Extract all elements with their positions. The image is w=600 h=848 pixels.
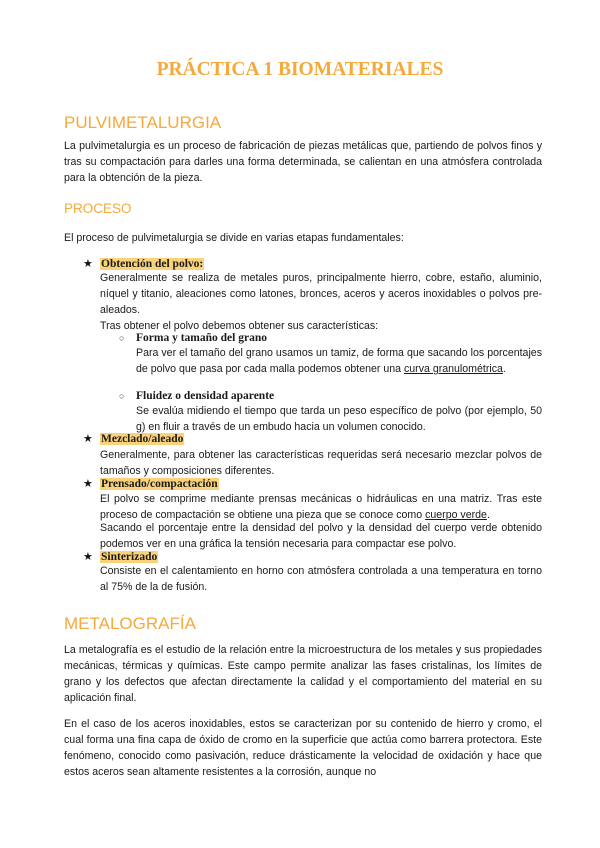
proceso-intro: El proceso de pulvimetalurgia se divide en varias etapas fundamentales:	[64, 232, 404, 244]
step-title-obtencion-text: Obtención del polvo:	[101, 258, 204, 270]
circle-bullet-icon: ○	[119, 333, 125, 343]
obtencion-text-2: Tras obtener el polvo debemos obtener sus características:	[100, 320, 379, 332]
star-bullet-icon: ★	[83, 551, 93, 563]
prensado-text-a: El polvo se comprime mediante prensas mecánicas o hidráulicas en una matriz. Tras este proceso de compactación se obtiene una pieza que se conoce como	[100, 493, 542, 521]
mezclado-text: Generalmente, para obtener las características requeridas será necesario mezclar polvos de tamaños y composiciones diferentes.	[100, 449, 542, 477]
subitem-title-forma: Forma y tamaño del grano	[136, 332, 267, 344]
step-title-sinterizado-text: Sinterizado	[101, 551, 158, 563]
forma-text-b: .	[502, 363, 506, 375]
curva-granulometrica-link[interactable]: curva granulométrica	[403, 363, 503, 375]
step-title-prensado	[100, 476, 219, 492]
document-title: PRÁCTICA 1 BIOMATERIALES	[156, 59, 444, 80]
prensado-text-2: Sacando el porcentaje entre la densidad del polvo y la densidad del cuerpo verde obtenido podemos ver en una gráfica la tensión necesaria para compactar ese polvo.	[100, 522, 542, 550]
star-bullet-icon: ★	[83, 433, 93, 445]
subsection-heading-proceso: PROCESO	[64, 201, 132, 216]
step-title-mezclado-text: Mezclado/aleado	[101, 433, 184, 445]
step-title-mezclado	[100, 431, 184, 447]
subitem-title-fluidez: Fluidez o densidad aparente	[136, 390, 275, 402]
metalografia-paragraph-1: La metalografía es el estudio de la relación entre la microestructura de los metales y sus propiedades mecánicas, térmicas y químicas. Este campo permite analizar las fases cristalinas, los límites de grano y los defectos que afectan directamente la calidad y el comportamiento del material en su aplicación final.	[64, 644, 542, 704]
obtencion-text: Generalmente se realiza de metales puros, principalmente hierro, cobre, estaño, aluminio, níquel y titanio, aleaciones como latones, bronces, aceros y aceros inoxidables o polvos pre-aleados.	[100, 272, 542, 316]
section-heading-metalografia: METALOGRAFÍA	[64, 614, 196, 633]
metalografia-paragraph-2: En el caso de los aceros inoxidables, estos se caracterizan por su contenido de hierro y cromo, el cual forma una fina capa de óxido de cromo en la superficie que actúa como barrera protectora. Este fenómeno, conocido como pasivación, reduce drásticamente la velocidad de oxidación y hace que estos aceros sean altamente resistentes a la corrosión, aunque no	[64, 718, 542, 778]
circle-bullet-icon: ○	[119, 391, 125, 401]
sinterizado-text: Consiste en el calentamiento en horno con atmósfera controlada a una temperatura en torno al 75% de la de fusión.	[100, 565, 542, 593]
fluidez-text: Se evalúa midiendo el tiempo que tarda un peso específico de polvo (por ejemplo, 50 g) en fluir a través de un embudo hacia un volumen conocido.	[136, 405, 542, 433]
step-title-prensado-text: Prensado/compactación	[101, 478, 218, 490]
forma-text-a: Para ver el tamaño del grano usamos un tamiz, de forma que sacando los porcentajes de polvo que pasa por cada malla podemos obtener una	[136, 347, 542, 375]
prensado-text	[100, 491, 542, 523]
section-heading-pulvimetalurgia: PULVIMETALURGIA	[64, 113, 222, 132]
cuerpo-verde-link[interactable]: cuerpo verde	[425, 509, 487, 521]
pulvimetalurgia-intro: La pulvimetalurgia es un proceso de fabricación de piezas metálicas que, partiendo de polvos finos y tras su compactación para darles una forma determinada, se calientan en una atmósfera controlada para la obtención de la pieza.	[64, 140, 542, 184]
star-bullet-icon: ★	[83, 258, 93, 270]
star-bullet-icon: ★	[83, 478, 93, 490]
prensado-text-b: .	[486, 509, 490, 521]
forma-text	[136, 345, 542, 377]
